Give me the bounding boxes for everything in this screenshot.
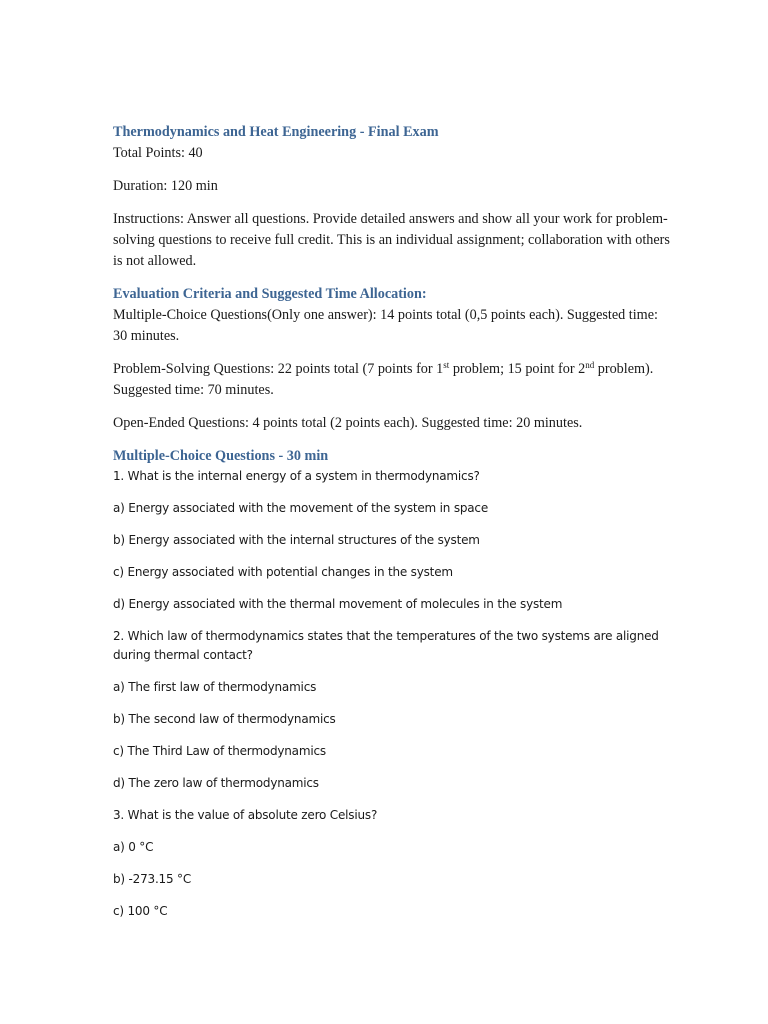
evaluation-ps-part1: Problem-Solving Questions: 22 points total (7 points for 1 [113,361,444,377]
question-2 [113,627,673,793]
evaluation-oe: Open-Ended Questions: 4 points total (2 points each). Suggested time: 20 minutes. [113,415,583,431]
mc-section-heading: Multiple-Choice Questions - 30 min [113,448,329,464]
superscript-nd: nd [585,360,595,370]
exam-page [113,122,673,921]
question-text: 2. Which law of thermodynamics states that the temperatures of the two systems are aligned during thermal contact? [113,629,659,662]
evaluation-ps-part3: problem). Suggested time: 70 minutes. [113,361,654,398]
option-c: c) 100 °C [113,904,168,918]
option-b: b) The second law of thermodynamics [113,712,336,726]
evaluation-heading: Evaluation Criteria and Suggested Time Allocation: [113,286,427,302]
option-a: a) 0 °C [113,840,154,854]
option-d: d) The zero law of thermodynamics [113,776,319,790]
question-1 [113,467,673,614]
evaluation-mc: Multiple-Choice Questions(Only one answer): 14 points total (0,5 points each). Suggested time: 30 minutes. [113,307,658,344]
total-points: Total Points: 40 [113,145,203,161]
exam-title: Thermodynamics and Heat Engineering - Final Exam [113,124,439,140]
question-text: 3. What is the value of absolute zero Celsius? [113,808,378,822]
option-a: a) Energy associated with the movement of the system in space [113,501,489,515]
superscript-st: st [443,360,450,370]
option-c: c) The Third Law of thermodynamics [113,744,326,758]
evaluation-ps-part2: problem; 15 point for 2 [449,361,586,377]
evaluation-ps [113,359,673,401]
option-c: c) Energy associated with potential changes in the system [113,565,453,579]
question-text: 1. What is the internal energy of a system in thermodynamics? [113,469,480,483]
instructions: Instructions: Answer all questions. Provide detailed answers and show all your work for problem-solving questions to receive full credit. This is an individual assignment; collaboration with others is not allowed. [113,211,670,269]
option-d: d) Energy associated with the thermal movement of molecules in the system [113,597,563,611]
option-a: a) The first law of thermodynamics [113,680,317,694]
option-b: b) Energy associated with the internal structures of the system [113,533,480,547]
duration: Duration: 120 min [113,178,218,194]
option-b: b) -273.15 °C [113,872,192,886]
question-3 [113,806,673,921]
